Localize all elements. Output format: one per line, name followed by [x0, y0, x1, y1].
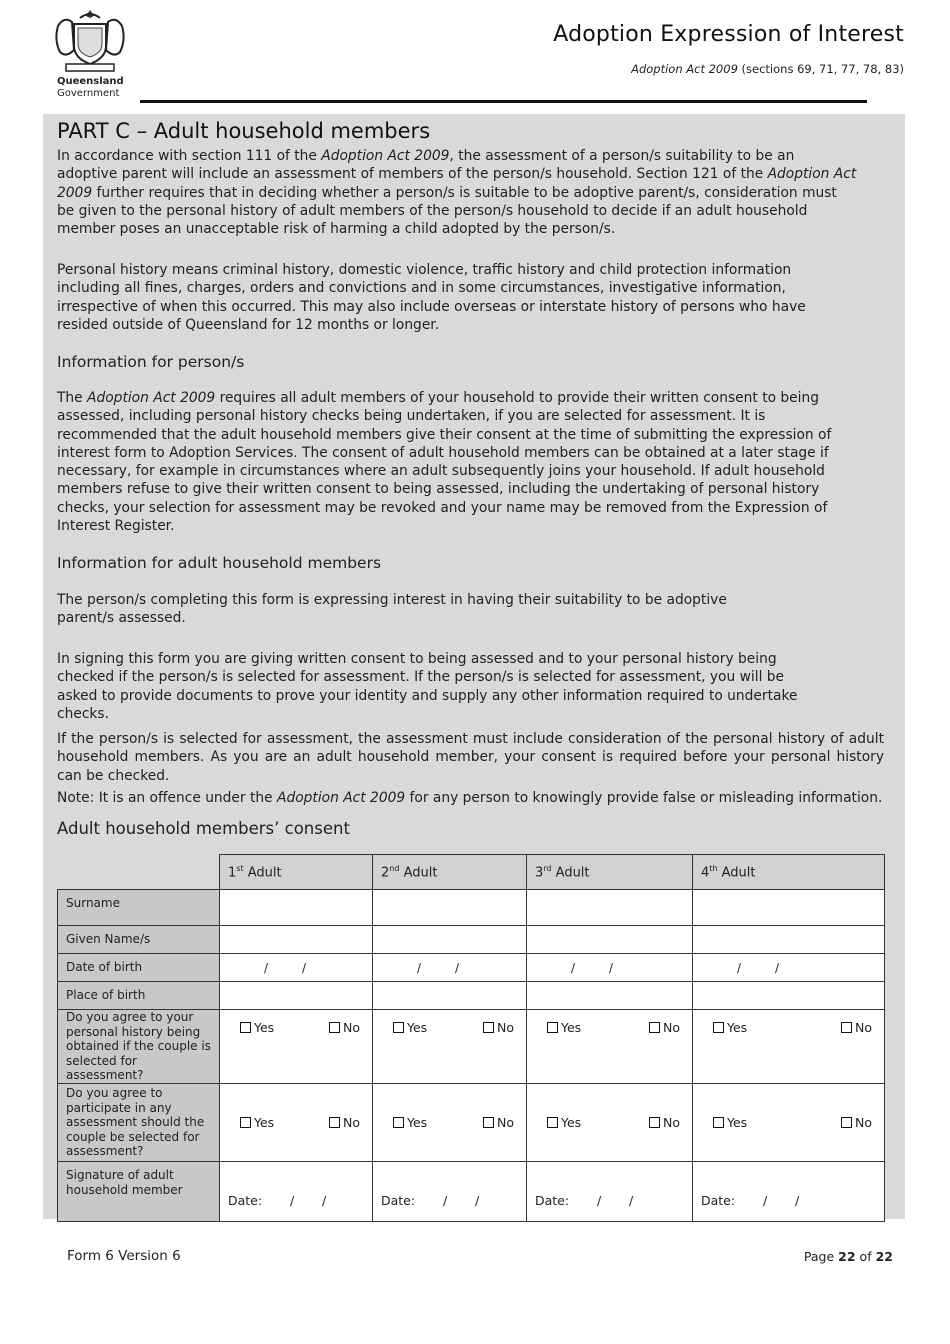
- checkbox-icon[interactable]: [547, 1022, 558, 1033]
- signature-field-adult-4[interactable]: Date: / /: [693, 1161, 885, 1221]
- history-consent-adult-4: [693, 1010, 885, 1084]
- logo-text-queensland: Queensland: [57, 76, 124, 87]
- row-label-surname: Surname: [58, 890, 220, 926]
- participation-adult-1: [220, 1083, 373, 1161]
- participation-no-option-adult-4[interactable]: No: [841, 1115, 872, 1130]
- form-version: Form 6 Version 6: [67, 1248, 181, 1264]
- history-no-option-adult-1[interactable]: No: [329, 1020, 360, 1035]
- row-label-personal-history-consent: Do you agree to your personal history being obtained if the couple is selected for assessment?: [58, 1010, 220, 1084]
- header-rule: [140, 100, 867, 103]
- surname-field-adult-2[interactable]: [373, 890, 527, 926]
- subtitle-sections: (sections 69, 71, 77, 78, 83): [741, 62, 904, 76]
- paragraph-assessment-consideration: If the person/s is selected for assessment, the assessment must include consideration of the personal history of adult household members. As you are an adult household member, your consent is required before your personal history can be checked.: [57, 731, 884, 784]
- checkbox-icon[interactable]: [841, 1022, 852, 1033]
- paragraph-personal-history: Personal history means criminal history, domestic violence, traffic history and child protection information including all fines, charges, orders and convictions and in some circumstances, investigative information, irrespective of when this occurred. This may also include overseas or interstate history of persons who have resided outside of Queensland for 12 months or longer.: [57, 262, 806, 333]
- checkbox-icon[interactable]: [393, 1022, 404, 1033]
- dob-field-adult-1[interactable]: / /: [220, 954, 373, 982]
- given-names-field-adult-1[interactable]: [220, 926, 373, 954]
- document-title: Adoption Expression of Interest: [553, 22, 904, 47]
- checkbox-icon[interactable]: [483, 1022, 494, 1033]
- column-header-adult-1: 1st Adult: [220, 855, 373, 890]
- dob-field-adult-4[interactable]: / /: [693, 954, 885, 982]
- column-header-adult-4: 4th Adult: [693, 855, 885, 890]
- place-of-birth-field-adult-4[interactable]: [693, 982, 885, 1010]
- logo-text-government: Government: [57, 88, 120, 99]
- checkbox-icon[interactable]: [240, 1022, 251, 1033]
- place-of-birth-field-adult-2[interactable]: [373, 982, 527, 1010]
- history-yes-option-adult-3[interactable]: Yes: [547, 1020, 581, 1035]
- surname-field-adult-3[interactable]: [527, 890, 693, 926]
- given-names-field-adult-3[interactable]: [527, 926, 693, 954]
- subhead-information-for-persons: Information for person/s: [57, 353, 245, 371]
- history-yes-option-adult-1[interactable]: Yes: [240, 1020, 274, 1035]
- history-yes-option-adult-2[interactable]: Yes: [393, 1020, 427, 1035]
- checkbox-icon[interactable]: [547, 1117, 558, 1128]
- paragraph-assessment: In accordance with section 111 of the Adoption Act 2009, the assessment of a person/s suitability to be an adoptive parent will include an assessment of members of the person/s household. Section 121 of the Adoption Act 2009 further requires that in deciding whether a person/s is suitable to be adoptive parent/s, consideration must be given to the personal history of adult members of the person/s household to decide if an adult household member poses an unacceptable risk of harming a child adopted by the person/s.: [57, 148, 857, 238]
- history-consent-adult-2: [373, 1010, 527, 1084]
- participation-yes-option-adult-3[interactable]: Yes: [547, 1115, 581, 1130]
- subhead-information-for-adults: Information for adult household members: [57, 554, 382, 572]
- column-header-adult-2: 2nd Adult: [373, 855, 527, 890]
- place-of-birth-field-adult-1[interactable]: [220, 982, 373, 1010]
- participation-yes-option-adult-2[interactable]: Yes: [393, 1115, 427, 1130]
- history-no-option-adult-3[interactable]: No: [649, 1020, 680, 1035]
- checkbox-icon[interactable]: [649, 1117, 660, 1128]
- paragraph-written-consent: In signing this form you are giving written consent to being assessed and to your personal history being checked if the person/s is selected for assessment. If the person/s is selected for assessment, you will be asked to provide documents to prove your identity and supply any other information required to undertake checks.: [57, 651, 798, 722]
- checkbox-icon[interactable]: [393, 1117, 404, 1128]
- paragraph-persons-info: The Adoption Act 2009 requires all adult members of your household to provide their written consent to being assessed, including personal history checks being undertaken, if you are selected for assessment. It is recommended that the adult household members give their consent at the time of submitting the expression of interest form to Adoption Services. The consent of adult household members can be obtained at a later stage if necessary, for example in circumstances where an adult subsequently joins your household. If adult household members refuse to give their written consent to being assessed, including the undertaking of personal history checks, your selection for assessment may be revoked and your name may be removed from the Expression of Interest Register.: [57, 390, 832, 535]
- row-label-signature: Signature of adult household member: [58, 1161, 220, 1221]
- participation-adult-4: [693, 1083, 885, 1161]
- paragraph-expressing-interest: The person/s completing this form is expressing interest in having their suitability to be adoptive parent/s assessed.: [57, 592, 727, 627]
- participation-yes-option-adult-4[interactable]: Yes: [713, 1115, 747, 1130]
- page-number: Page 22 of 22: [803, 1249, 893, 1264]
- checkbox-icon[interactable]: [713, 1022, 724, 1033]
- history-yes-option-adult-4[interactable]: Yes: [713, 1020, 747, 1035]
- checkbox-icon[interactable]: [329, 1022, 340, 1033]
- checkbox-icon[interactable]: [329, 1117, 340, 1128]
- checkbox-icon[interactable]: [713, 1117, 724, 1128]
- row-label-place-of-birth: Place of birth: [58, 982, 220, 1010]
- table-corner: [58, 855, 220, 890]
- history-no-option-adult-2[interactable]: No: [483, 1020, 514, 1035]
- checkbox-icon[interactable]: [483, 1117, 494, 1128]
- participation-adult-2: [373, 1083, 527, 1161]
- subtitle-act: Adoption Act 2009: [631, 62, 738, 76]
- consent-heading: Adult household members’ consent: [57, 819, 350, 838]
- signature-field-adult-3[interactable]: Date: / /: [527, 1161, 693, 1221]
- participation-no-option-adult-1[interactable]: No: [329, 1115, 360, 1130]
- checkbox-icon[interactable]: [649, 1022, 660, 1033]
- signature-field-adult-2[interactable]: Date: / /: [373, 1161, 527, 1221]
- row-label-assessment-participation: Do you agree to participate in any assessment should the couple be selected for assessment?: [58, 1083, 220, 1161]
- dob-field-adult-3[interactable]: / /: [527, 954, 693, 982]
- part-title: PART C – Adult household members: [57, 119, 431, 143]
- consent-table: [57, 854, 885, 1222]
- given-names-field-adult-4[interactable]: [693, 926, 885, 954]
- column-header-adult-3: 3rd Adult: [527, 855, 693, 890]
- history-no-option-adult-4[interactable]: No: [841, 1020, 872, 1035]
- document-subtitle: [631, 62, 904, 76]
- participation-no-option-adult-3[interactable]: No: [649, 1115, 680, 1130]
- participation-adult-3: [527, 1083, 693, 1161]
- dob-field-adult-2[interactable]: / /: [373, 954, 527, 982]
- surname-field-adult-4[interactable]: [693, 890, 885, 926]
- row-label-date-of-birth: Date of birth: [58, 954, 220, 982]
- participation-no-option-adult-2[interactable]: No: [483, 1115, 514, 1130]
- note-offence: Note: It is an offence under the Adoption Act 2009 for any person to knowingly provide false or misleading information.: [57, 790, 883, 806]
- coat-of-arms-icon: [50, 6, 130, 76]
- checkbox-icon[interactable]: [841, 1117, 852, 1128]
- row-label-given-names: Given Name/s: [58, 926, 220, 954]
- place-of-birth-field-adult-3[interactable]: [527, 982, 693, 1010]
- queensland-government-logo: [50, 6, 130, 100]
- checkbox-icon[interactable]: [240, 1117, 251, 1128]
- history-consent-adult-1: [220, 1010, 373, 1084]
- history-consent-adult-3: [527, 1010, 693, 1084]
- participation-yes-option-adult-1[interactable]: Yes: [240, 1115, 274, 1130]
- surname-field-adult-1[interactable]: [220, 890, 373, 926]
- given-names-field-adult-2[interactable]: [373, 926, 527, 954]
- signature-field-adult-1[interactable]: Date: / /: [220, 1161, 373, 1221]
